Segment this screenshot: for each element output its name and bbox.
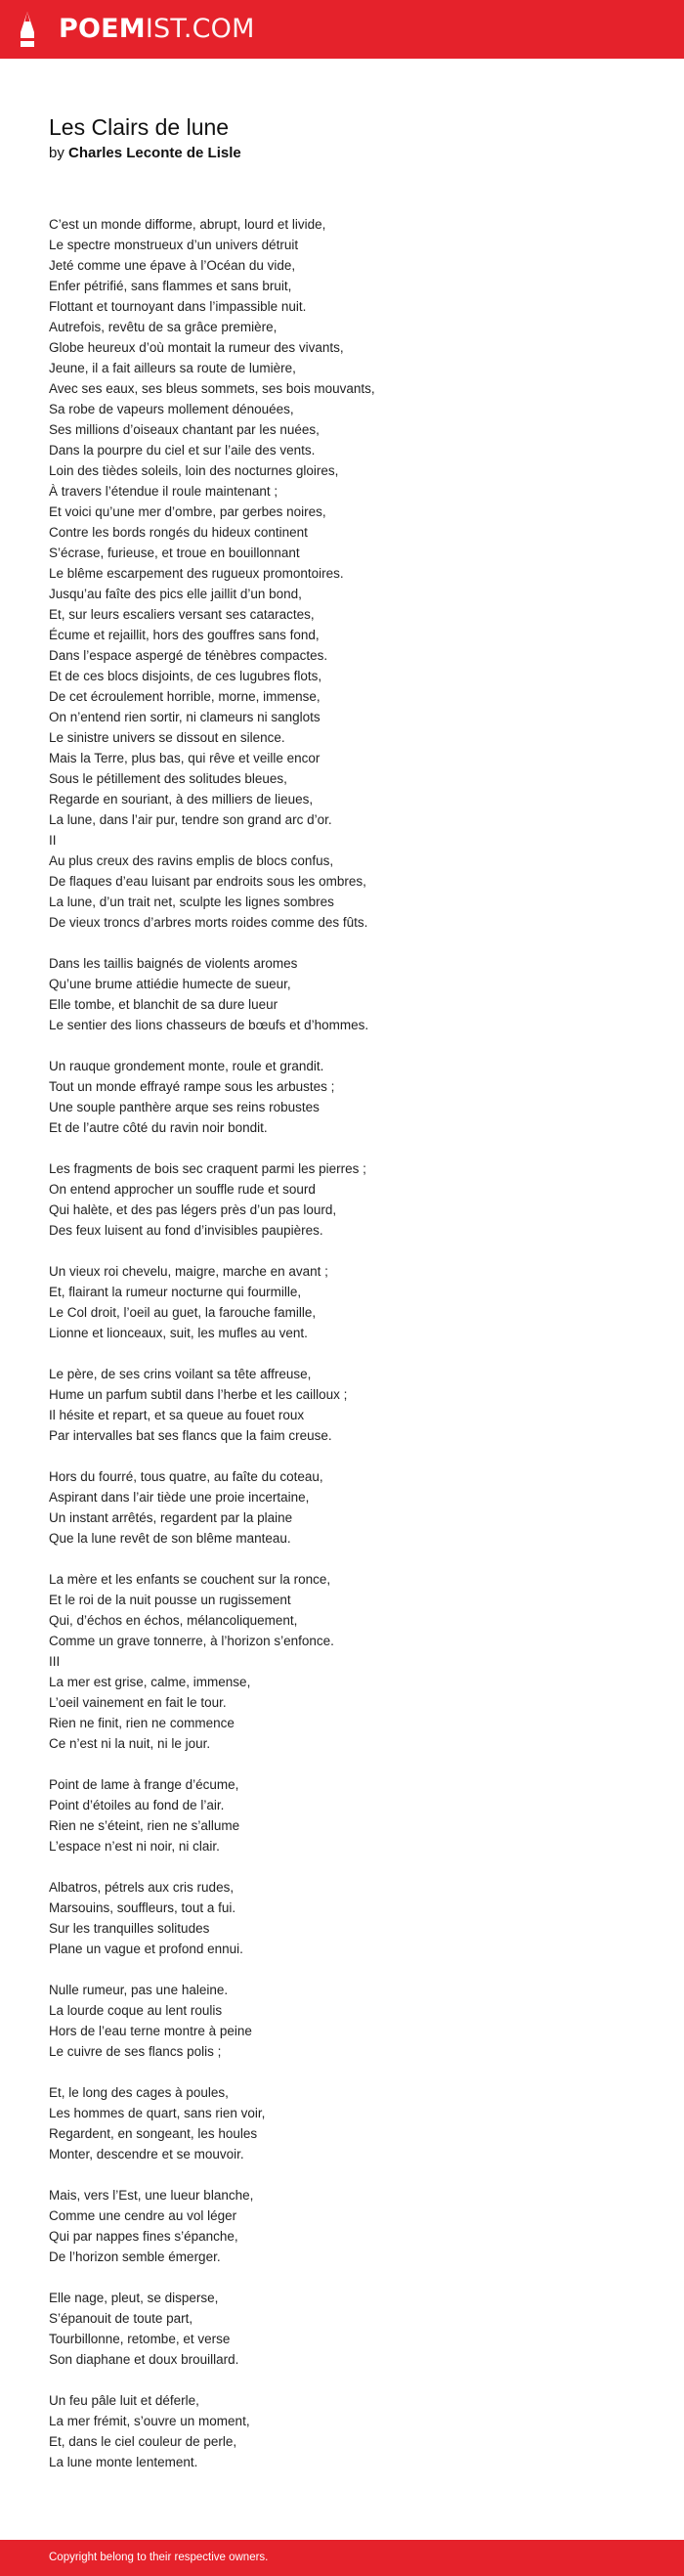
poem-line: Comme un grave tonnerre, à l’horizon s’enfonce. — [49, 1634, 334, 1648]
poem-line: La lune monte lentement. — [49, 2455, 198, 2469]
poem-line: Dans la pourpre du ciel et sur l’aile des vents. — [49, 443, 316, 458]
poem-line: Le cuivre de ses flancs polis ; — [49, 2044, 222, 2059]
poem-line: Un feu pâle luit et déferle, — [49, 2393, 199, 2408]
poem-line: Au plus creux des ravins emplis de blocs confus, — [49, 853, 334, 868]
copyright-text: Copyright belong to their respective owners. — [49, 2552, 269, 2563]
poem-line: La mer est grise, calme, immense, — [49, 1675, 251, 1689]
poem-line: Dans les taillis baignés de violents aromes — [49, 956, 298, 971]
poem-line: Loin des tièdes soleils, loin des nocturnes gloires, — [49, 463, 339, 478]
poem-line: On n’entend rien sortir, ni clameurs ni sanglots — [49, 710, 321, 724]
poem-line: La lune, d’un trait net, sculpte les lignes sombres — [49, 895, 334, 909]
poem-line: Globe heureux d’où montait la rumeur des vivants, — [49, 340, 344, 355]
poem-line: Et, dans le ciel couleur de perle, — [49, 2434, 237, 2449]
poem-line: Rien ne finit, rien ne commence — [49, 1716, 235, 1730]
poem-body — [49, 214, 635, 2472]
poem-line: Et voici qu’une mer d’ombre, par gerbes noires, — [49, 504, 326, 519]
poem-line: Et, sur leurs escaliers versant ses cataractes, — [49, 607, 315, 622]
poem-line: Un vieux roi chevelu, maigre, marche en avant ; — [49, 1264, 328, 1279]
poem-line: Des feux luisent au fond d’invisibles paupières. — [49, 1223, 323, 1238]
poem-line: La mer frémit, s’ouvre un moment, — [49, 2414, 250, 2428]
poem-line: Jeté comme une épave à l’Océan du vide, — [49, 258, 296, 273]
poem-line: Un instant arrêtés, regardent par la plaine — [49, 1510, 293, 1525]
poem-line: Enfer pétrifié, sans flammes et sans bruit, — [49, 279, 292, 293]
poem-line: Plane un vague et profond ennui. — [49, 1942, 243, 1956]
poem-line: Point d’étoiles au fond de l’air. — [49, 1798, 225, 1812]
poem-line: Elle tombe, et blanchit de sa dure lueur — [49, 997, 278, 1012]
poem-line — [49, 1446, 635, 1466]
poem-line: Et de ces blocs disjoints, de ces lugubres flots, — [49, 669, 322, 683]
poem-line — [49, 1343, 635, 1364]
poem-line: Avec ses eaux, ses bleus sommets, ses bois mouvants, — [49, 381, 375, 396]
poem-line: Le père, de ses crins voilant sa tête affreuse, — [49, 1367, 312, 1381]
poem-line: Qui halète, et des pas légers près d’un pas lourd, — [49, 1202, 337, 1217]
logo-text-bold: POEM — [59, 14, 146, 44]
poem-line — [49, 1549, 635, 1569]
poem-line: De cet écroulement horrible, morne, immense, — [49, 689, 321, 704]
poem-line: Qu’une brume attiédie humecte de sueur, — [49, 977, 291, 991]
poem-line: La lune, dans l’air pur, tendre son grand arc d’or. — [49, 812, 332, 827]
byline-prefix: by — [49, 145, 64, 161]
poem-line: Lionne et lionceaux, suit, les mufles au vent. — [49, 1326, 308, 1340]
poem-line: Tourbillonne, retombe, et verse — [49, 2332, 231, 2346]
footer-bar — [0, 2540, 684, 2576]
poem-line: Monter, descendre et se mouvoir. — [49, 2147, 244, 2161]
poem-line — [49, 2164, 635, 2185]
poem-line: La mère et les enfants se couchent sur la ronce, — [49, 1572, 331, 1587]
poem-line: Regardent, en songeant, les houles — [49, 2126, 258, 2141]
poem-line: Autrefois, revêtu de sa grâce première, — [49, 320, 278, 334]
poem-line: Albatros, pétrels aux cris rudes, — [49, 1880, 235, 1895]
poem-line: Flottant et tournoyant dans l’impassible nuit. — [49, 299, 307, 314]
poem-line — [49, 1241, 635, 1261]
poem-line: Écume et rejaillit, hors des gouffres sans fond, — [49, 628, 320, 642]
poem-line: Sa robe de vapeurs mollement dénouées, — [49, 402, 294, 416]
poem-line — [49, 1754, 635, 1774]
poem-line: Comme une cendre au vol léger — [49, 2208, 237, 2223]
poem-line: Sous le pétillement des solitudes bleues, — [49, 771, 287, 786]
site-logo-link[interactable] — [0, 0, 255, 59]
poem-line: Son diaphane et doux brouillard. — [49, 2352, 239, 2367]
poem-line: Elle nage, pleut, se disperse, — [49, 2291, 219, 2305]
poem-line: De flaques d’eau luisant par endroits sous les ombres, — [49, 874, 366, 889]
poem-line: Et, flairant la rumeur nocturne qui fourmille, — [49, 1285, 302, 1299]
poem-line: Ses millions d’oiseaux chantant par les nuées, — [49, 422, 320, 437]
poem-byline — [49, 144, 241, 163]
poem-line: Jeune, il a fait ailleurs sa route de lumière, — [49, 361, 296, 375]
poem-line: Qui, d’échos en échos, mélancoliquement, — [49, 1613, 298, 1628]
poem-line: Hume un parfum subtil dans l’herbe et les cailloux ; — [49, 1387, 348, 1402]
poem-line: L’oeil vainement en fait le tour. — [49, 1695, 227, 1710]
poem-line — [49, 1035, 635, 1056]
poem-line: Mais la Terre, plus bas, qui rêve et veille encor — [49, 751, 321, 765]
poem-line: Ce n’est ni la nuit, ni le jour. — [49, 1736, 211, 1751]
poem-line: C’est un monde difforme, abrupt, lourd et livide, — [49, 217, 326, 232]
poem-line — [49, 1856, 635, 1877]
poem-line: Aspirant dans l’air tiède une proie incertaine, — [49, 1490, 310, 1505]
site-logo-text — [59, 12, 255, 47]
poem-line — [49, 2062, 635, 2082]
poem-line: Nulle rumeur, pas une haleine. — [49, 1983, 229, 1997]
poem-line: Tout un monde effrayé rampe sous les arbustes ; — [49, 1079, 335, 1094]
poem-line: S’épanouit de toute part, — [49, 2311, 193, 2326]
poem-line: Le blême escarpement des rugueux promontoires. — [49, 566, 344, 581]
poem-line: III — [49, 1654, 61, 1669]
poem-line: S’écrase, furieuse, et troue en bouillonnant — [49, 546, 300, 560]
poem-line: Rien ne s’éteint, rien ne s’allume — [49, 1818, 240, 1833]
poem-line: Le spectre monstrueux d’un univers détruit — [49, 238, 299, 252]
poem-line: Les fragments de bois sec craquent parmi les pierres ; — [49, 1161, 366, 1176]
poem-line: Marsouins, souffleurs, tout a fui. — [49, 1900, 236, 1915]
poem-line: Dans l’espace aspergé de ténèbres compactes. — [49, 648, 328, 663]
poem-author: Charles Leconte de Lisle — [68, 145, 241, 161]
poem-line — [49, 1959, 635, 1980]
poem-line: On entend approcher un souffle rude et sourd — [49, 1182, 316, 1197]
poem-line: Par intervalles bat ses flancs que la faim creuse. — [49, 1428, 332, 1443]
poem-line: Le Col droit, l’oeil au guet, la farouche famille, — [49, 1305, 317, 1320]
poem-line: Contre les bords rongés du hideux continent — [49, 525, 308, 540]
poem-line: II — [49, 833, 57, 848]
poem-line — [49, 2370, 635, 2390]
poem-line: Le sentier des lions chasseurs de bœufs et d’hommes. — [49, 1018, 369, 1032]
poem-line: Le sinistre univers se dissout en silence. — [49, 730, 285, 745]
poem-line: Et le roi de la nuit pousse un rugissement — [49, 1593, 291, 1607]
poem-line: Hors de l’eau terne montre à peine — [49, 2024, 252, 2038]
poem-line: Jusqu’au faîte des pics elle jaillit d’un bond, — [49, 587, 302, 601]
poem-line: Un rauque grondement monte, roule et grandit. — [49, 1059, 324, 1073]
poem-title: Les Clairs de lune — [49, 114, 230, 140]
poem-line: De vieux troncs d’arbres morts roides comme des fûts. — [49, 915, 368, 930]
poem-line — [49, 2267, 635, 2288]
poem-line: Mais, vers l’Est, une lueur blanche, — [49, 2188, 254, 2203]
logo-text-light: IST.COM — [145, 14, 255, 44]
top-bar — [0, 0, 684, 59]
poem-line: De l’horizon semble émerger. — [49, 2249, 221, 2264]
poem-line: Qui par nappes fines s’épanche, — [49, 2229, 238, 2244]
poem-line: Il hésite et repart, et sa queue au fouet roux — [49, 1408, 305, 1422]
poem-line: Que la lune revêt de son blême manteau. — [49, 1531, 291, 1546]
pen-nib-logo-icon — [17, 11, 38, 48]
poem-line: Et, le long des cages à poules, — [49, 2085, 229, 2100]
poem-line — [49, 1138, 635, 1158]
poem-line: Et de l’autre côté du ravin noir bondit. — [49, 1120, 268, 1135]
poem-line: Regarde en souriant, à des milliers de lieues, — [49, 792, 314, 807]
poem-line: Les hommes de quart, sans rien voir, — [49, 2106, 266, 2120]
poem-line: Sur les tranquilles solitudes — [49, 1921, 210, 1936]
poem-line: Hors du fourré, tous quatre, au faîte du coteau, — [49, 1469, 323, 1484]
poem-line: Point de lame à frange d’écume, — [49, 1777, 239, 1792]
poem-line: Une souple panthère arque ses reins robustes — [49, 1100, 320, 1114]
poem-line: À travers l’étendue il roule maintenant ; — [49, 484, 278, 499]
poem-line: L’espace n’est ni noir, ni clair. — [49, 1839, 220, 1854]
poem-line: La lourde coque au lent roulis — [49, 2003, 223, 2018]
poem-line — [49, 933, 635, 953]
